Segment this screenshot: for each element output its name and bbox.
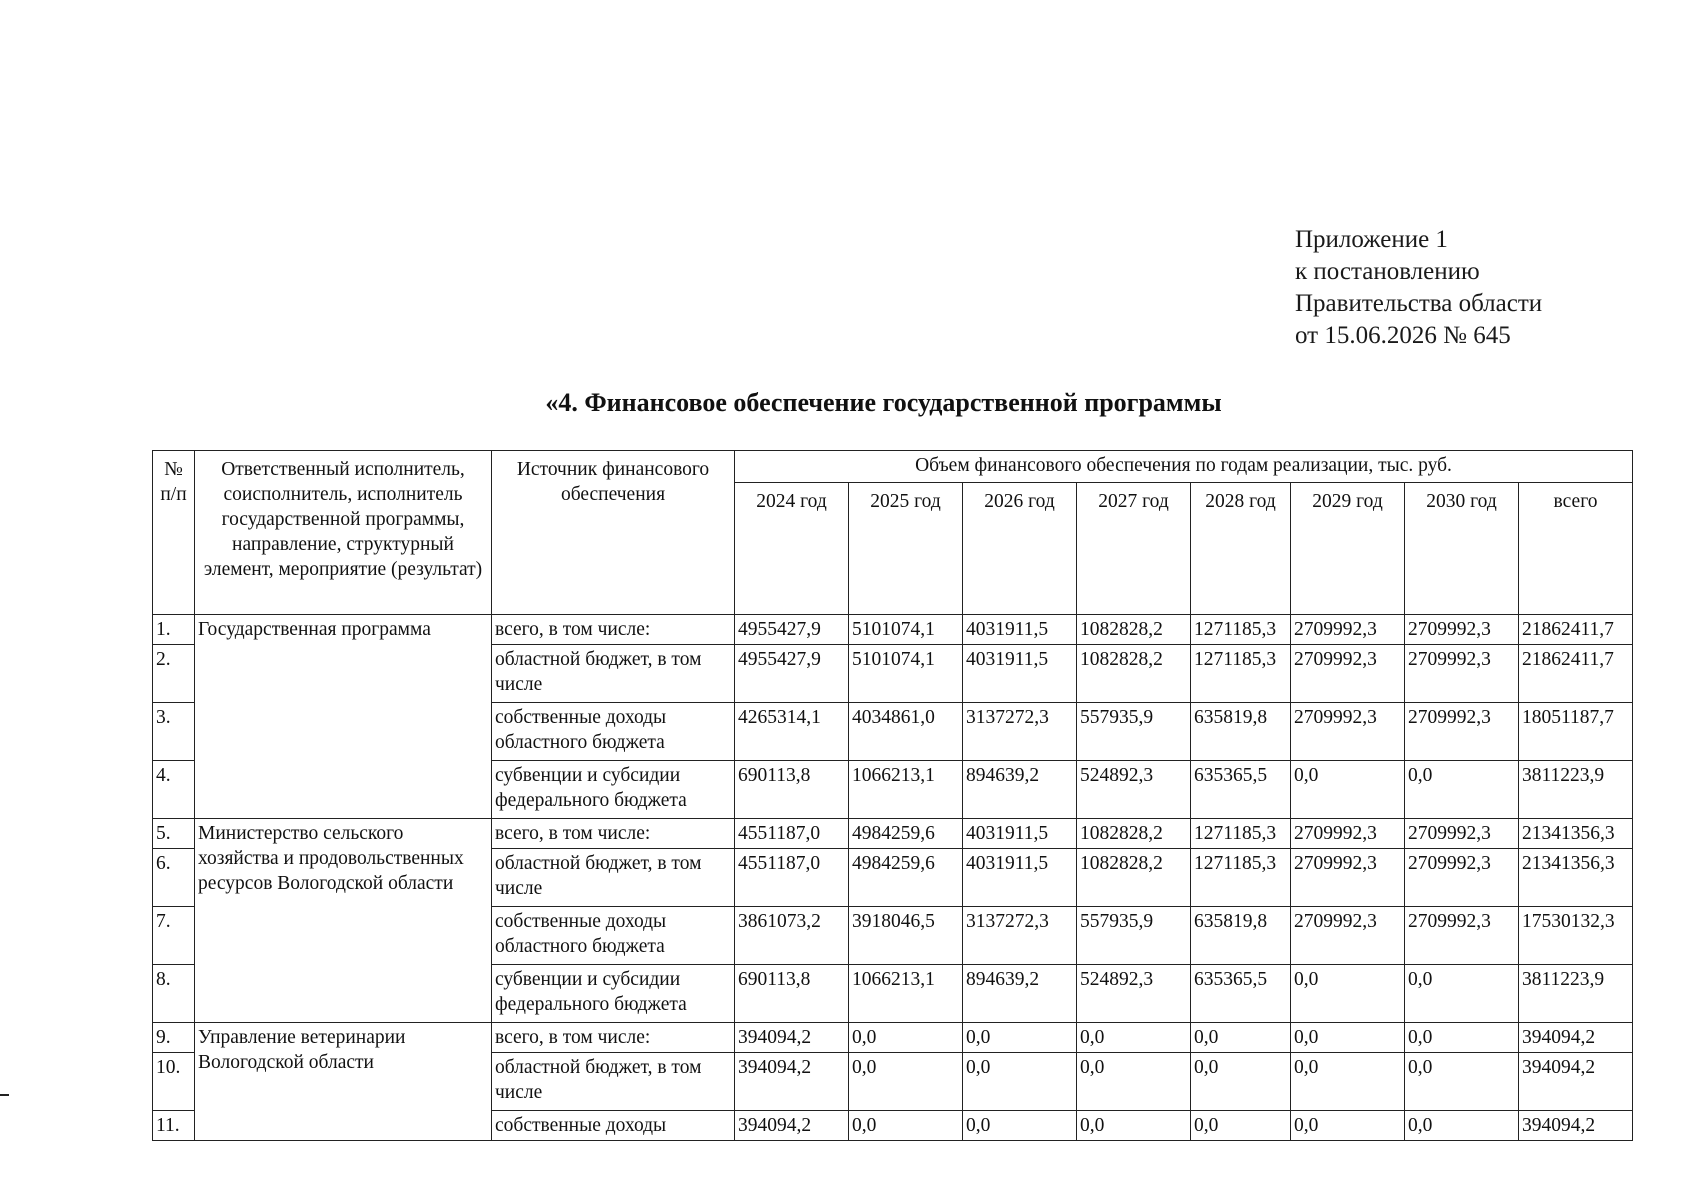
financing-table: [152, 450, 1633, 1141]
year-value: 557935,9: [1077, 907, 1191, 965]
funding-source: собственные доходы областного бюджета: [492, 703, 735, 761]
funding-source: всего, в том числе:: [492, 1023, 735, 1053]
year-value: 2709992,3: [1291, 615, 1405, 645]
year-value: 0,0: [1191, 1023, 1291, 1053]
executor-name: Государственная программа: [195, 615, 492, 819]
funding-source: собственные доходы областного бюджета: [492, 907, 735, 965]
funding-source: всего, в том числе:: [492, 615, 735, 645]
year-value: 0,0: [1077, 1111, 1191, 1141]
table-row: [153, 819, 1633, 849]
appendix-line: от 15.06.2026 № 645: [1295, 322, 1511, 349]
year-value: 4031911,5: [963, 849, 1077, 907]
year-value: 0,0: [1291, 1023, 1405, 1053]
year-value: 1066213,1: [849, 761, 963, 819]
year-value: 1271185,3: [1191, 819, 1291, 849]
executor-name: Министерство сельского хозяйства и продовольственных ресурсов Вологодской области: [195, 819, 492, 1023]
year-value: 3137272,3: [963, 907, 1077, 965]
total-value: 3811223,9: [1519, 965, 1633, 1023]
year-value: 4984259,6: [849, 849, 963, 907]
year-value: 635365,5: [1191, 761, 1291, 819]
row-number: 5.: [153, 819, 195, 849]
header-year: 2029 год: [1291, 483, 1405, 615]
year-value: 2709992,3: [1291, 819, 1405, 849]
row-number: 10.: [153, 1053, 195, 1111]
year-value: 0,0: [1405, 1023, 1519, 1053]
year-value: 394094,2: [735, 1023, 849, 1053]
year-value: 0,0: [1405, 965, 1519, 1023]
total-value: 21862411,7: [1519, 645, 1633, 703]
year-value: 0,0: [1291, 1111, 1405, 1141]
year-value: 4955427,9: [735, 645, 849, 703]
total-value: 394094,2: [1519, 1111, 1633, 1141]
year-value: 524892,3: [1077, 761, 1191, 819]
year-value: 2709992,3: [1291, 849, 1405, 907]
total-value: 18051187,7: [1519, 703, 1633, 761]
year-value: 4031911,5: [963, 819, 1077, 849]
year-value: 2709992,3: [1291, 703, 1405, 761]
year-value: 0,0: [849, 1053, 963, 1111]
row-number: 8.: [153, 965, 195, 1023]
appendix-line: Правительства области: [1295, 290, 1543, 317]
year-value: 0,0: [963, 1111, 1077, 1141]
section-heading: «4. Финансовое обеспечение государственной программы: [545, 388, 1222, 417]
year-value: 0,0: [963, 1023, 1077, 1053]
funding-source: субвенции и субсидии федерального бюджета: [492, 965, 735, 1023]
header-year: 2024 год: [735, 483, 849, 615]
year-value: 1082828,2: [1077, 645, 1191, 703]
year-value: 0,0: [963, 1053, 1077, 1111]
total-value: 3811223,9: [1519, 761, 1633, 819]
year-value: 4031911,5: [963, 615, 1077, 645]
table-row: [153, 615, 1633, 645]
funding-source: областной бюджет, в том числе: [492, 1053, 735, 1111]
table-row: [153, 1023, 1633, 1053]
year-value: 894639,2: [963, 761, 1077, 819]
year-value: 2709992,3: [1405, 615, 1519, 645]
year-value: 635819,8: [1191, 703, 1291, 761]
year-value: 2709992,3: [1405, 907, 1519, 965]
year-value: 1271185,3: [1191, 645, 1291, 703]
year-value: 4551187,0: [735, 849, 849, 907]
year-value: 5101074,1: [849, 615, 963, 645]
year-value: 394094,2: [735, 1111, 849, 1141]
year-value: 2709992,3: [1405, 703, 1519, 761]
year-value: 690113,8: [735, 965, 849, 1023]
appendix-line: Приложение 1: [1295, 226, 1448, 253]
row-number: 9.: [153, 1023, 195, 1053]
year-value: 0,0: [1077, 1053, 1191, 1111]
year-value: 557935,9: [1077, 703, 1191, 761]
year-value: 0,0: [849, 1023, 963, 1053]
year-value: 4955427,9: [735, 615, 849, 645]
year-value: 5101074,1: [849, 645, 963, 703]
total-value: 21341356,3: [1519, 849, 1633, 907]
total-value: 21341356,3: [1519, 819, 1633, 849]
year-value: 0,0: [1291, 1053, 1405, 1111]
row-number: 11.: [153, 1111, 195, 1141]
year-value: 4265314,1: [735, 703, 849, 761]
year-value: 0,0: [1291, 761, 1405, 819]
row-number: 1.: [153, 615, 195, 645]
year-value: 2709992,3: [1291, 645, 1405, 703]
margin-mark: [0, 1094, 9, 1096]
header-year: 2028 год: [1191, 483, 1291, 615]
year-value: 894639,2: [963, 965, 1077, 1023]
year-value: 0,0: [1405, 761, 1519, 819]
header-volume: Объем финансового обеспечения по годам реализации, тыс. руб.: [735, 451, 1633, 483]
year-value: 3137272,3: [963, 703, 1077, 761]
total-value: 394094,2: [1519, 1023, 1633, 1053]
year-value: 1271185,3: [1191, 615, 1291, 645]
header-year: 2030 год: [1405, 483, 1519, 615]
year-value: 4551187,0: [735, 819, 849, 849]
header-total: всего: [1519, 483, 1633, 615]
funding-source: областной бюджет, в том числе: [492, 645, 735, 703]
year-value: 690113,8: [735, 761, 849, 819]
year-value: 1271185,3: [1191, 849, 1291, 907]
year-value: 1066213,1: [849, 965, 963, 1023]
funding-source: областной бюджет, в том числе: [492, 849, 735, 907]
year-value: 0,0: [1191, 1111, 1291, 1141]
year-value: 524892,3: [1077, 965, 1191, 1023]
year-value: 635365,5: [1191, 965, 1291, 1023]
header-source: Источник финансового обеспечения: [492, 451, 735, 615]
year-value: 3918046,5: [849, 907, 963, 965]
year-value: 635819,8: [1191, 907, 1291, 965]
funding-source: субвенции и субсидии федерального бюджета: [492, 761, 735, 819]
total-value: 394094,2: [1519, 1053, 1633, 1111]
row-number: 2.: [153, 645, 195, 703]
year-value: 4034861,0: [849, 703, 963, 761]
year-value: 0,0: [849, 1111, 963, 1141]
year-value: 0,0: [1405, 1111, 1519, 1141]
row-number: 7.: [153, 907, 195, 965]
row-number: 3.: [153, 703, 195, 761]
executor-name: Управление ветеринарии Вологодской области: [195, 1023, 492, 1141]
year-value: 2709992,3: [1405, 849, 1519, 907]
header-year: 2026 год: [963, 483, 1077, 615]
year-value: 1082828,2: [1077, 819, 1191, 849]
year-value: 2709992,3: [1405, 645, 1519, 703]
year-value: 2709992,3: [1405, 819, 1519, 849]
year-value: 4031911,5: [963, 645, 1077, 703]
year-value: 0,0: [1291, 965, 1405, 1023]
total-value: 21862411,7: [1519, 615, 1633, 645]
row-number: 6.: [153, 849, 195, 907]
row-number: 4.: [153, 761, 195, 819]
funding-source: собственные доходы: [492, 1111, 735, 1141]
year-value: 4984259,6: [849, 819, 963, 849]
funding-source: всего, в том числе:: [492, 819, 735, 849]
year-value: 394094,2: [735, 1053, 849, 1111]
year-value: 1082828,2: [1077, 615, 1191, 645]
header-num: № п/п: [153, 451, 195, 615]
header-year: 2027 год: [1077, 483, 1191, 615]
year-value: 0,0: [1405, 1053, 1519, 1111]
total-value: 17530132,3: [1519, 907, 1633, 965]
year-value: 0,0: [1077, 1023, 1191, 1053]
year-value: 0,0: [1191, 1053, 1291, 1111]
header-year: 2025 год: [849, 483, 963, 615]
appendix-line: к постановлению: [1295, 258, 1480, 285]
year-value: 1082828,2: [1077, 849, 1191, 907]
header-executor: Ответственный исполнитель, соисполнитель, исполнитель государственной программы, направление, структурный элемент, мероприятие (результат): [195, 451, 492, 615]
year-value: 3861073,2: [735, 907, 849, 965]
appendix-block: [1295, 224, 1542, 352]
year-value: 2709992,3: [1291, 907, 1405, 965]
